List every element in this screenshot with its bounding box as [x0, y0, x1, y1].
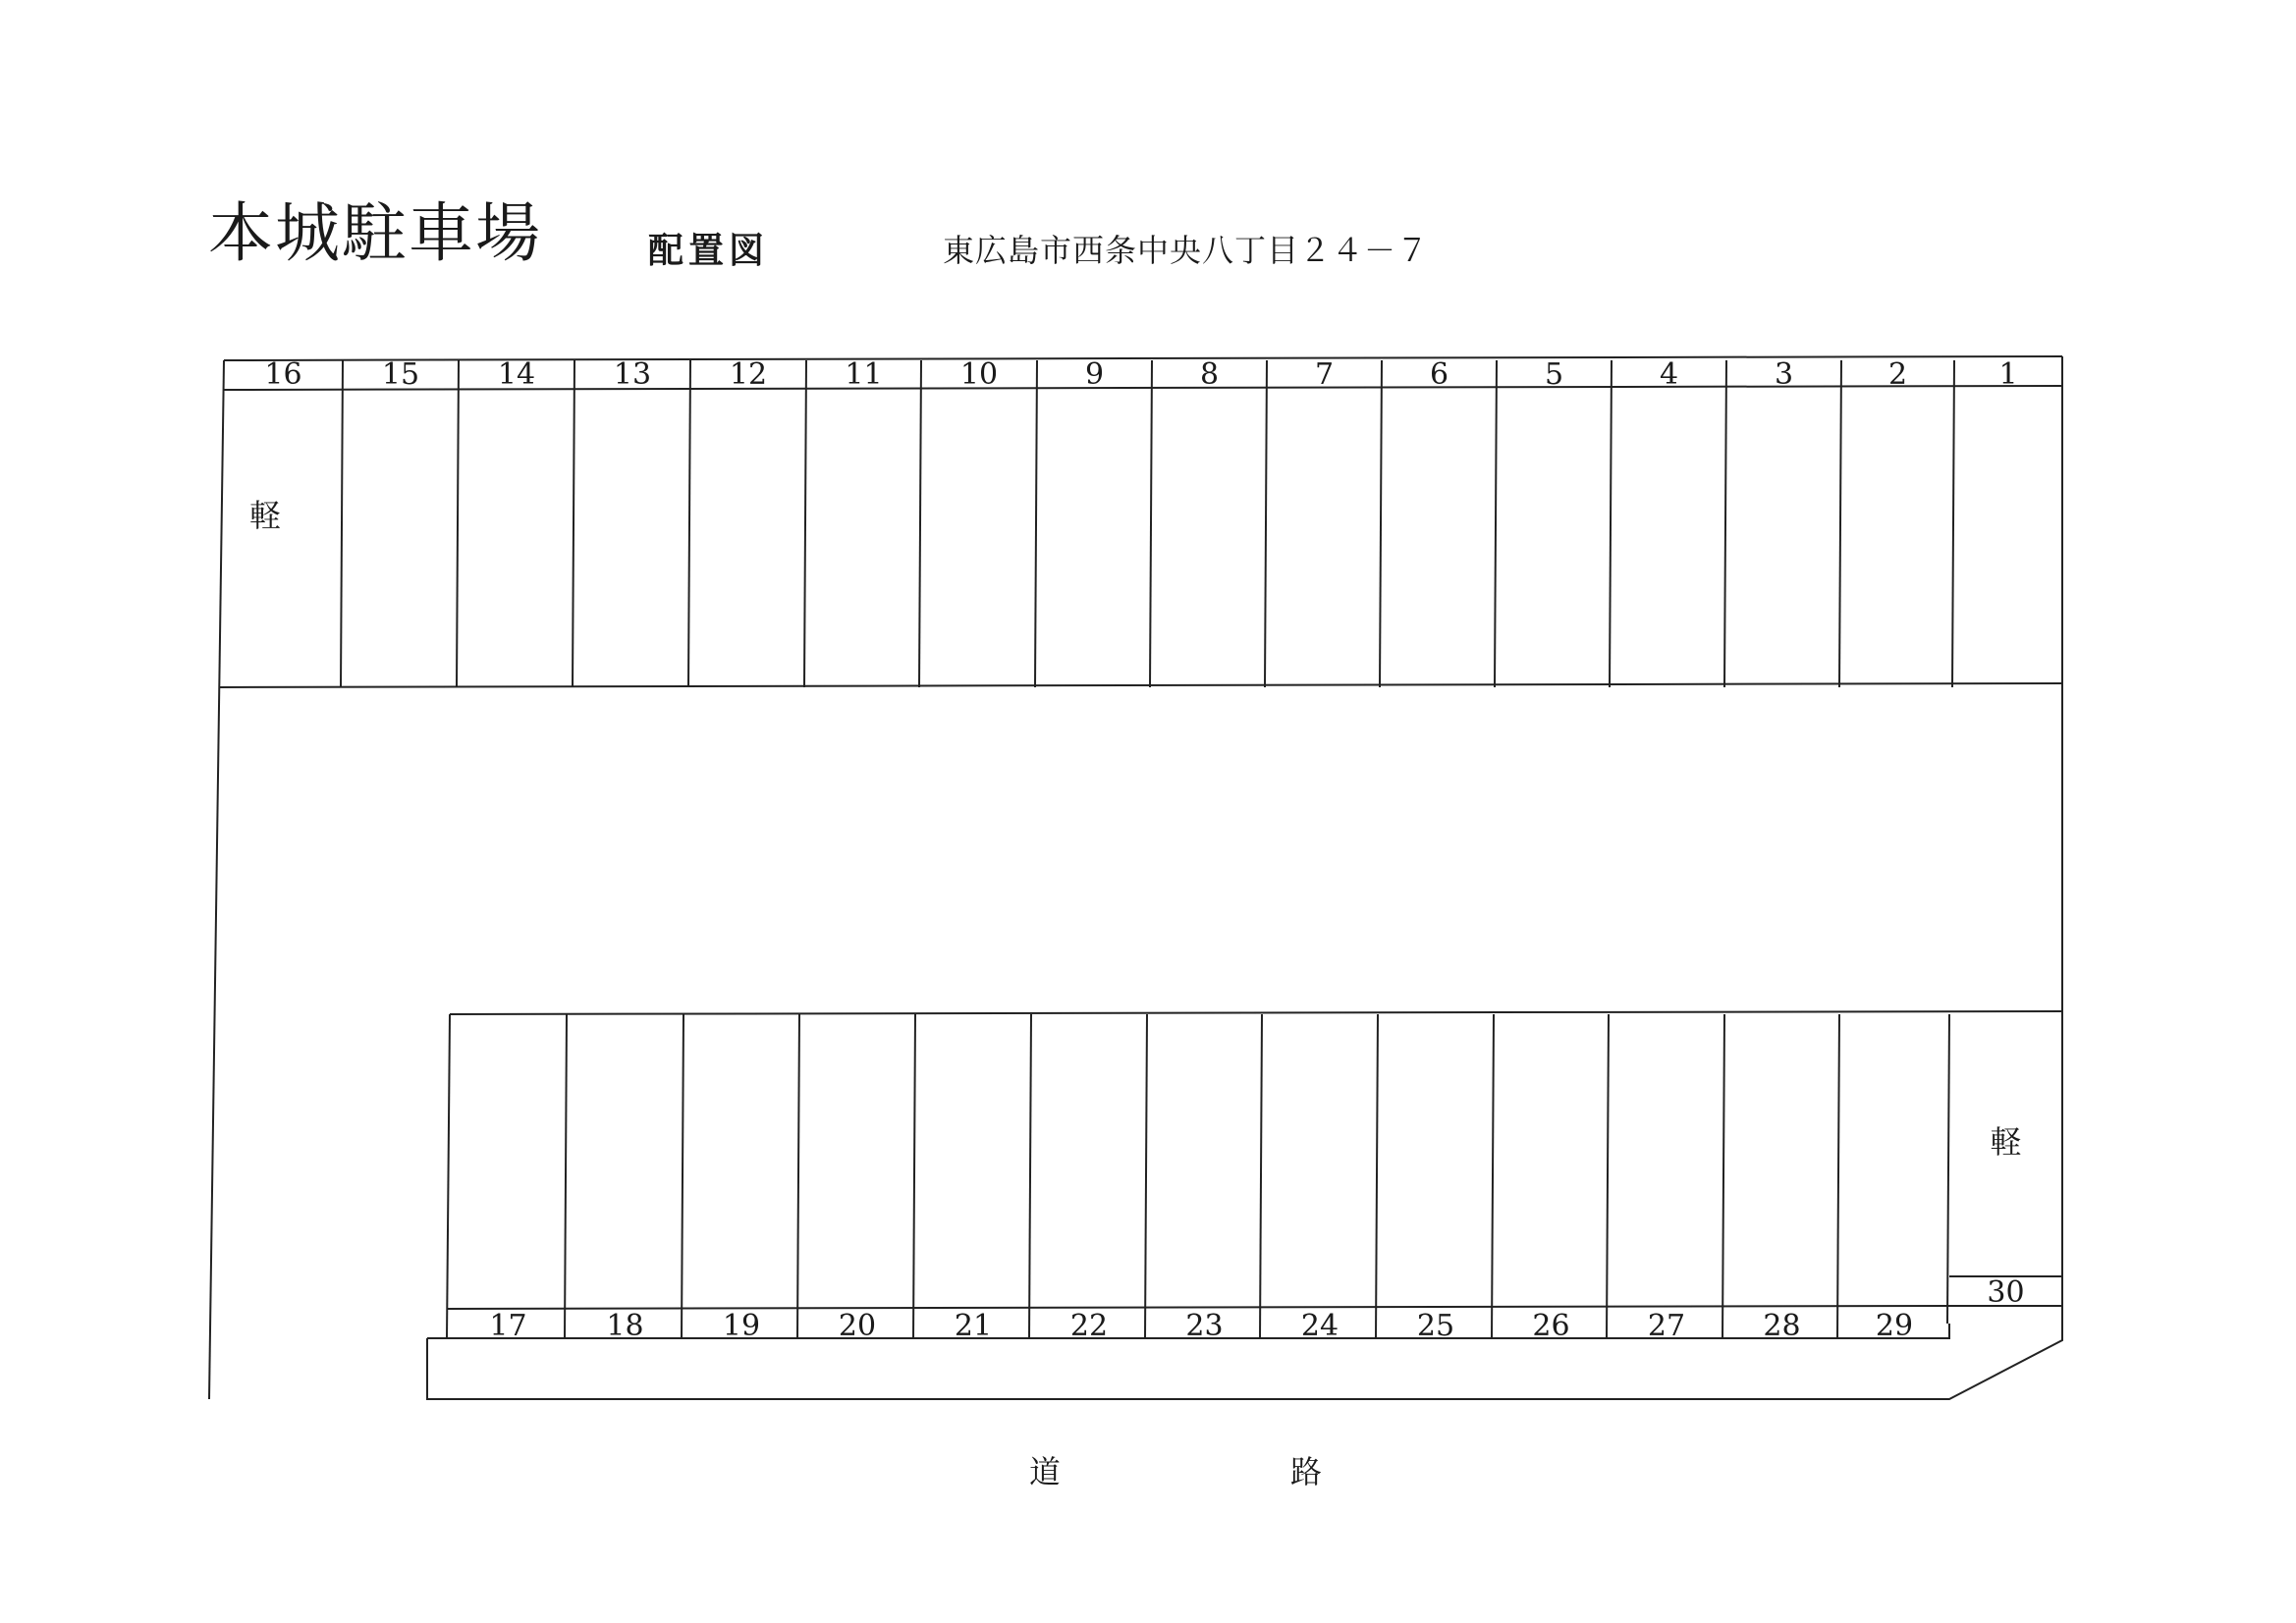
stall-divider [1029, 1014, 1031, 1338]
stall-divider [1260, 1014, 1262, 1338]
top-row-lots [249, 357, 2018, 687]
lot-number: 20 [838, 1309, 877, 1343]
stall-divider [1952, 360, 1954, 687]
stall-divider [1722, 1014, 1724, 1338]
stall-divider [1839, 360, 1841, 687]
stall-divider [1376, 1014, 1378, 1338]
lot-number: 16 [264, 357, 302, 392]
lot-number: 21 [954, 1309, 993, 1343]
curb-outline [427, 1323, 2062, 1399]
stall-divider [1265, 360, 1267, 687]
lot-number: 24 [1300, 1309, 1339, 1343]
lot-number: 14 [497, 357, 536, 392]
stall-divider [457, 360, 459, 687]
stall-divider [1145, 1014, 1147, 1338]
lot-number: 19 [722, 1309, 761, 1343]
bottom-row-left-edge [447, 1014, 450, 1338]
lot-number: 8 [1199, 357, 1220, 392]
lot-number: 15 [381, 357, 420, 392]
lot-number: 26 [1532, 1309, 1570, 1343]
lot-number: 13 [613, 357, 652, 392]
lot-number: 25 [1416, 1309, 1455, 1343]
stall-divider [797, 1014, 799, 1338]
road-label-1: 道 [1029, 1453, 1062, 1490]
lot-number: 30 [1987, 1275, 2025, 1310]
address: 東広島市西条中央八丁目２４－７ [943, 232, 1430, 269]
stall-divider [913, 1014, 915, 1338]
lot-number: 6 [1429, 357, 1449, 392]
bottom-row-lots [489, 1014, 2024, 1343]
stall-divider [1610, 360, 1612, 687]
stall-divider [1150, 360, 1152, 687]
lot-number: 28 [1763, 1309, 1801, 1343]
lot-number: 1 [1998, 357, 2018, 392]
stall-divider [1380, 360, 1382, 687]
stall-divider [804, 360, 806, 687]
lot-number: 29 [1875, 1309, 1914, 1343]
stall-divider [688, 360, 690, 687]
page-title: 本城駐車場 [208, 195, 542, 271]
lot-number: 27 [1647, 1309, 1686, 1343]
lot-outline [209, 356, 2062, 1399]
stall-divider [573, 360, 574, 687]
lot-number: 11 [845, 357, 883, 392]
left-boundary [209, 360, 224, 1399]
lot-number: 12 [729, 357, 768, 392]
stall-divider [1947, 1014, 1949, 1324]
bottom-row-top-edge [450, 1011, 2062, 1014]
lot-number: 7 [1314, 357, 1335, 392]
stall-divider [1495, 360, 1497, 687]
stall-divider [682, 1014, 683, 1338]
stall-divider [1035, 360, 1037, 687]
lot-number: 17 [489, 1309, 527, 1343]
stall-divider [1837, 1014, 1839, 1338]
kei-car-label: 軽 [248, 497, 282, 534]
lot-number: 5 [1544, 357, 1564, 392]
kei-car-label: 軽 [1990, 1123, 2022, 1161]
stall-divider [1607, 1014, 1609, 1338]
lot-number: 2 [1887, 357, 1908, 392]
lot-number: 23 [1185, 1309, 1224, 1343]
stall-divider [1492, 1014, 1494, 1338]
stall-divider [565, 1014, 567, 1338]
lot-number: 9 [1084, 357, 1105, 392]
lot-number: 4 [1659, 357, 1679, 392]
diagram-subtitle: 配置図 [648, 230, 770, 271]
lot-number: 22 [1069, 1309, 1109, 1343]
lot-number: 10 [959, 357, 999, 392]
top-row-bottom-edge [220, 683, 2062, 687]
road-label-2: 路 [1290, 1453, 1323, 1490]
stall-divider [1724, 360, 1726, 687]
stall-divider [919, 360, 921, 687]
stall-divider [341, 360, 343, 687]
lot-number: 18 [606, 1309, 644, 1343]
lot-number: 3 [1774, 357, 1794, 392]
